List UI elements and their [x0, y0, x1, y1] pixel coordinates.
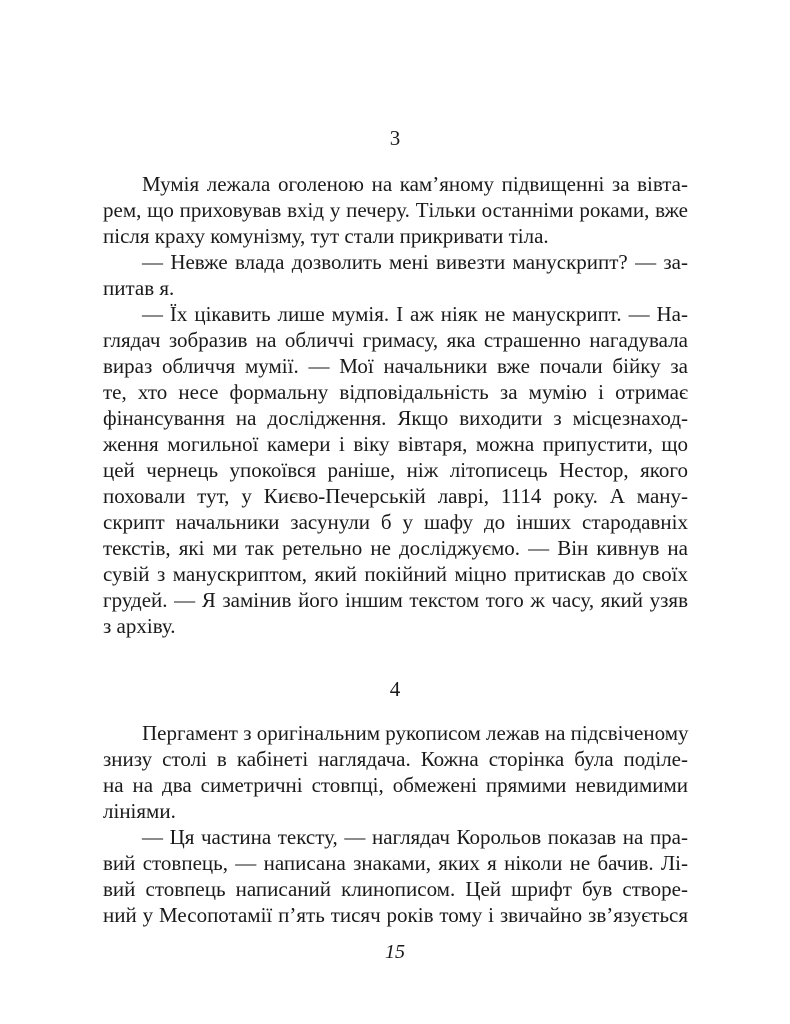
- paragraph-line: те, хто несе формальну відповідальність за мумію і отримає: [103, 380, 688, 404]
- paragraph-line: ний у Месопотамії п’ять тисяч років тому і звичайно зв’язується: [103, 903, 688, 927]
- paragraph-line: — Їх цікавить лише мумія. І аж ніяк не манускрипт. — На-: [142, 302, 688, 326]
- paragraph-line: після краху комунізму, тут стали прикривати тіла.: [103, 224, 549, 248]
- paragraph-line: скрипт начальники засунули б у шафу до інших стародавніх: [103, 510, 688, 534]
- page-number: 15: [385, 941, 405, 963]
- paragraph-line: глядач зобразив на обличчі гримасу, яка страшенно нагадувала: [103, 328, 688, 352]
- paragraph-line: з архіву.: [103, 614, 176, 638]
- section-number-3: 3: [389, 126, 401, 150]
- paragraph-line: рем, що приховував вхід у печеру. Тільки останніми роками, вже: [103, 198, 688, 222]
- paragraph-line: — Невже влада дозволить мені вивезти манускрипт? — за-: [142, 250, 688, 274]
- section-number-4: 4: [389, 677, 401, 701]
- paragraph-line: сувій з манускриптом, який покійний міцно притискав до своїх: [103, 562, 688, 586]
- paragraph-line: ження могильної камери і віку вівтаря, можна припустити, що: [103, 432, 688, 456]
- paragraph-line: на на два симетричні стовпці, обмежені прямими невидимими: [103, 773, 688, 797]
- paragraph-line: текстів, які ми так ретельно не досліджуємо. — Він кивнув на: [103, 536, 688, 560]
- paragraph-line: Мумія лежала оголеною на кам’яному підвищенні за вівта-: [142, 172, 688, 196]
- paragraph-line: фінансування на дослідження. Якщо виходити з місцезнаход-: [103, 406, 688, 430]
- paragraph-line: вий стовпець, — написана знаками, яких я ніколи не бачив. Лі-: [103, 851, 688, 875]
- paragraph-line: знизу столі в кабінеті наглядача. Кожна сторінка була поділе-: [103, 747, 688, 771]
- paragraph-line: — Ця частина тексту, — наглядач Корольов показав на пра-: [142, 825, 688, 849]
- paragraph-line: питав я.: [103, 276, 175, 300]
- paragraph-line: цей чернець упокоївся раніше, ніж літописець Нестор, якого: [103, 458, 688, 482]
- paragraph-line: грудей. — Я замінив його іншим текстом того ж часу, який узяв: [103, 588, 688, 612]
- paragraph-line: вий стовпець написаний клинописом. Цей шрифт був створе-: [103, 877, 688, 901]
- paragraph-line: вираз обличчя мумії. — Мої начальники вже почали бійку за: [103, 354, 688, 378]
- paragraph-line: лініями.: [103, 799, 176, 823]
- paragraph-line: поховали тут, у Києво-Печерській лаврі, 1114 року. А ману-: [103, 484, 688, 508]
- paragraph-line: Пергамент з оригінальним рукописом лежав на підсвіченому: [142, 721, 689, 745]
